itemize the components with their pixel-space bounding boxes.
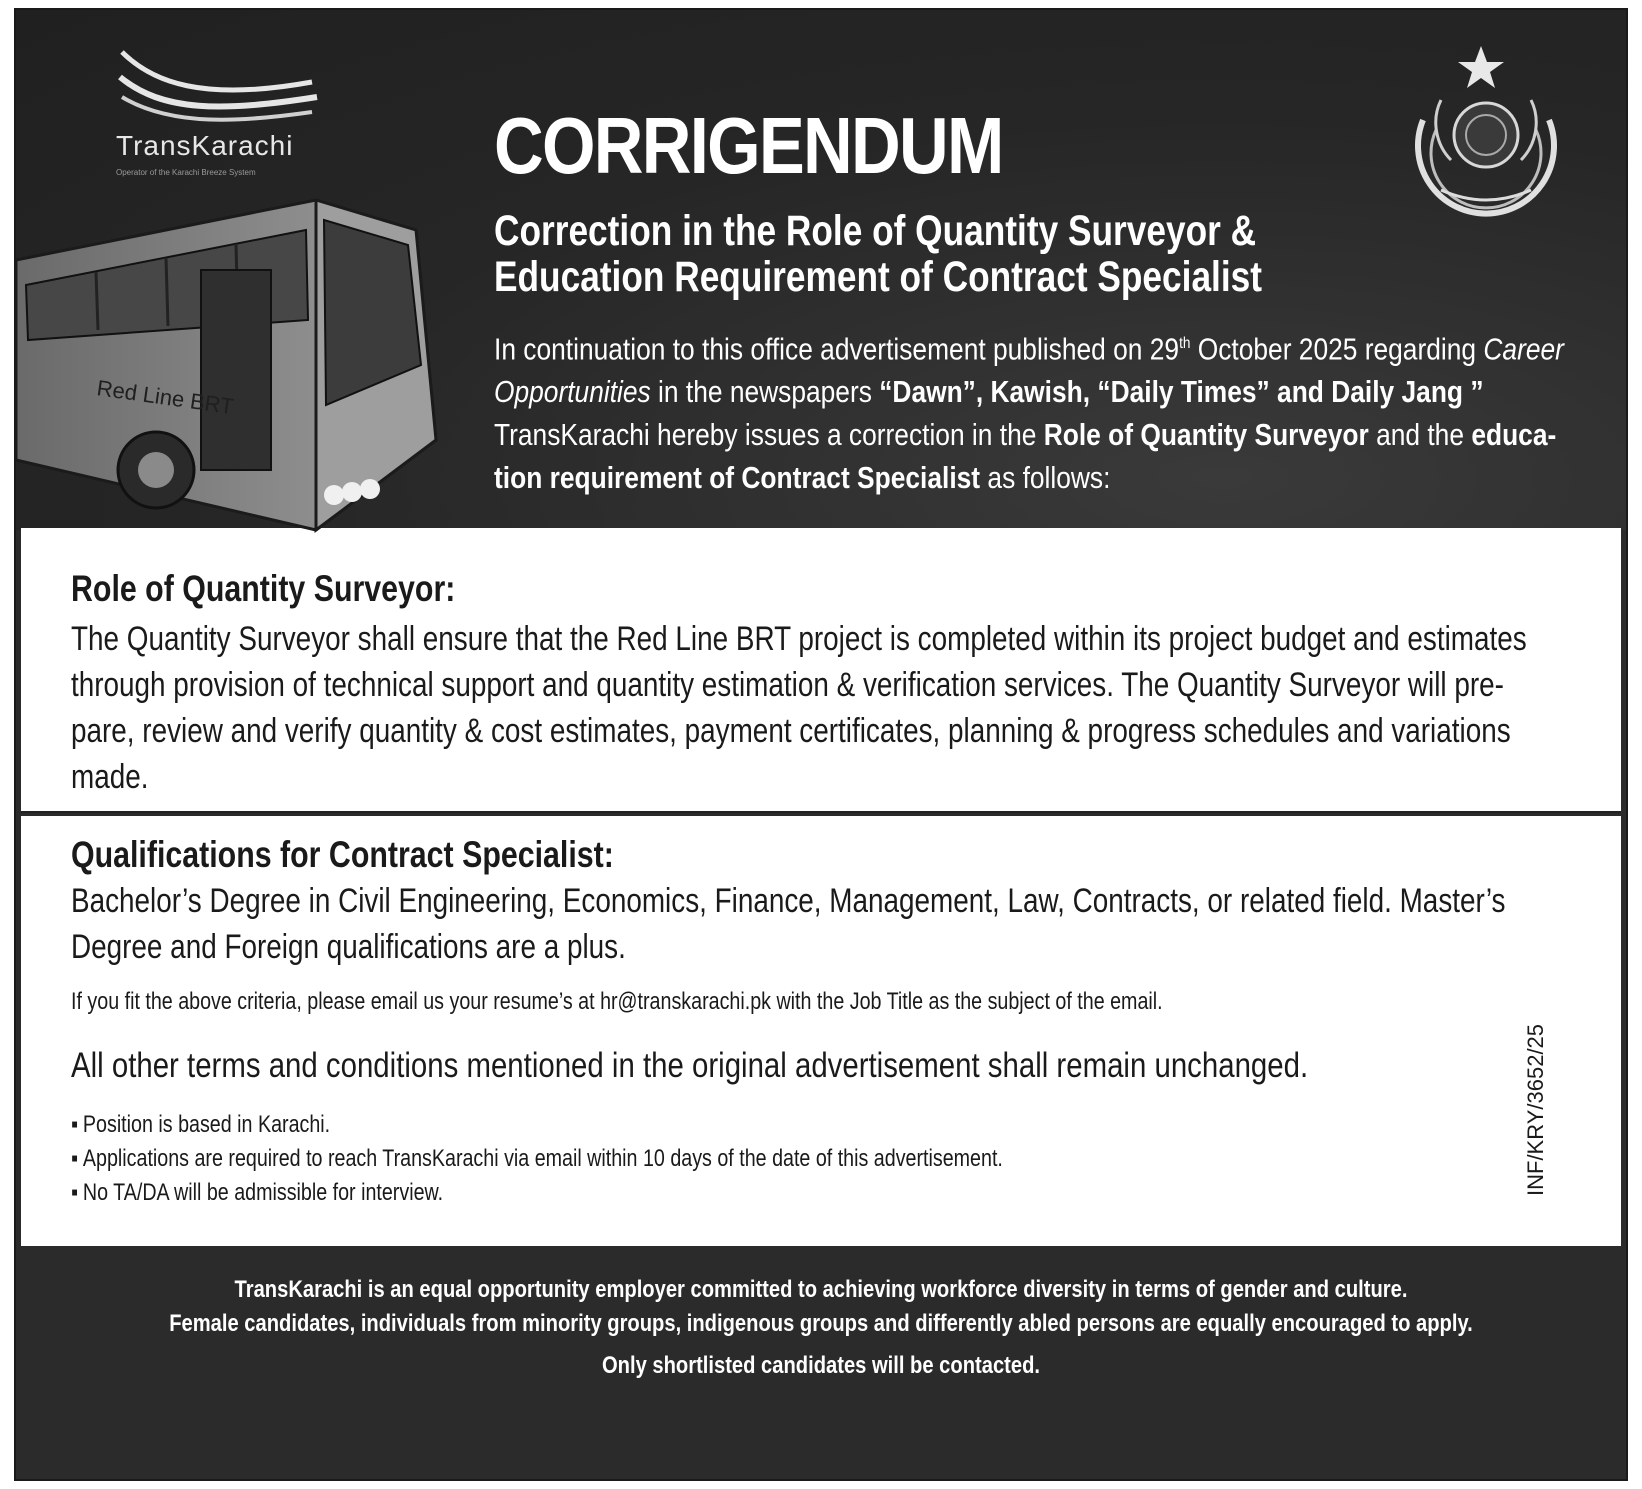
page-title: CORRIGENDUM [494,101,1003,190]
intro-newspapers: “Dawn”, Kawish, “Daily Times” and Daily Jang ” [879,374,1484,410]
qualifications-body: Bachelor’s Degree in Civil Engineering, Economics, Finance, Management, Law, Contracts, or related field. Master’s Degree and Foreign qualifications are a plus. [71,882,1506,966]
intro-text-4: TransKarachi hereby issues a correction in the [494,417,1044,453]
intro-text-2: October 2025 regarding [1190,331,1484,367]
intro-text-6: as follows: [980,460,1111,496]
footer-line-2: Female candidates, individuals from minority groups, indigenous groups and differently abled persons are equally encouraged to apply. [169,1310,1473,1337]
intro-text-3: in the newspapers [650,374,880,410]
footer-line-3: Only shortlisted candidates will be contacted. [601,1352,1041,1379]
subtitle [494,208,1262,300]
intro-paragraph [494,322,1565,499]
qualifications-section [21,816,1621,1246]
subtitle-line-1: Correction in the Role of Quantity Surveyor & [494,207,1257,255]
intro-superscript: th [1179,335,1191,352]
conditions-list [71,1108,1003,1210]
bus-illustration [16,190,476,570]
reference-number: INF/KRY/3652/25 [1523,1023,1548,1197]
subtitle-line-2: Education Requirement of Contract Specialist [494,253,1263,301]
footer [16,1246,1626,1481]
apply-note: If you fit the above criteria, please email us your resume’s at hr@transkarachi.pk with the Job Title as the subject of the email. [71,988,1163,1015]
logo-tagline: Operator of the Karachi Breeze System [116,168,256,177]
intro-text-1: In continuation to this office advertisement published on 29 [494,331,1180,367]
intro-bold-education: educa-tion requirement of Contract Specialist [494,417,1557,496]
role-heading: Role of Quantity Surveyor: [71,568,456,609]
intro-text-5: and the [1368,417,1472,453]
footer-line-1: TransKarachi is an equal opportunity employer committed to achieving workforce diversity in terms of gender and culture. [234,1276,1408,1303]
list-item: ▪ No TA/DA will be admissible for interview. [71,1176,1003,1210]
advertisement [14,8,1628,1481]
list-item: ▪ Position is based in Karachi. [71,1108,1003,1142]
intro-bold-role: Role of Quantity Surveyor [1043,417,1369,453]
list-item: ▪ Applications are required to reach TransKarachi via email within 10 days of the date of this advertisement. [71,1142,1003,1176]
bus-label: Red Line BRT [95,375,236,420]
government-seal-icon [1401,40,1581,230]
logo-name: TransKarachi [116,130,294,161]
role-section [21,528,1621,813]
qualifications-heading: Qualifications for Contract Specialist: [71,834,614,875]
role-body: The Quantity Surveyor shall ensure that the Red Line BRT project is completed within its project budget and estimates through provision of technical support and quantity estimation & verification services. The Quantity Surveyor will pre-pare, review and verify quantity & cost estimates, payment certificates, planning & progress schedules and variations made. [71,620,1527,796]
terms-statement: All other terms and conditions mentioned in the original advertisement shall remain unchanged. [71,1046,1309,1085]
intro-italic-text: Career Opportunities [494,331,1564,410]
